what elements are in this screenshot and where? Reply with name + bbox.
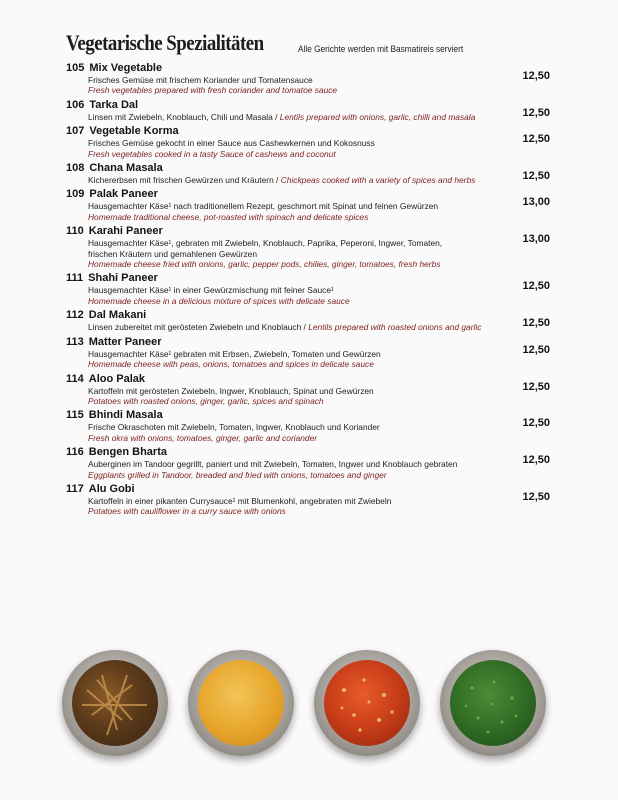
- item-description-de: Hausgemachter Käse¹ in einer Gewürzmischung mit feiner Sauce¹: [88, 285, 334, 296]
- item-title: [66, 272, 550, 285]
- item-title: [66, 62, 550, 75]
- menu-item: [66, 225, 550, 269]
- menu-item: [66, 483, 550, 517]
- item-title: [66, 99, 550, 112]
- item-name: Karahi Paneer: [88, 225, 163, 238]
- item-description-en: Fresh okra with onions, tomatoes, ginger, garlic and coriander: [88, 432, 318, 443]
- item-number: 114: [66, 372, 84, 385]
- item-price: 12,50: [522, 454, 550, 467]
- item-name: Mix Vegetable: [89, 62, 163, 74]
- item-title: [66, 483, 550, 496]
- menu-header: [66, 30, 586, 60]
- item-description-en: Chickpeas cooked with a variety of spices and herbs: [278, 175, 476, 186]
- spice-bowl-turmeric: [188, 650, 294, 756]
- item-number: 117: [66, 482, 84, 495]
- item-title: [66, 188, 550, 201]
- item-name: Matter Paneer: [88, 335, 162, 348]
- item-price: 12,50: [522, 317, 550, 330]
- item-price: 12,50: [522, 133, 550, 146]
- menu-item: [66, 309, 550, 332]
- item-number: 110: [66, 225, 84, 238]
- item-description-de: Hausgemachter Käse¹ nach traditionellem Rezept, geschmort mit Spinat und feinen Gewürzen: [88, 201, 439, 212]
- item-description-de: Linsen mit Zwiebeln, Knoblauch, Chili und Masala /: [88, 111, 278, 122]
- item-name: Alu Gobi: [88, 482, 135, 495]
- item-number: 115: [66, 409, 84, 422]
- item-description: [66, 322, 550, 332]
- item-description: [66, 112, 550, 122]
- spice-bowl-dried-parsley: [440, 650, 546, 756]
- item-title: [66, 373, 550, 386]
- item-name: Chana Masala: [89, 162, 163, 175]
- page-title: Vegetarische Spezialitäten: [66, 30, 264, 55]
- item-price: 13,00: [522, 196, 550, 209]
- item-name: Bhindi Masala: [88, 409, 163, 422]
- menu-item: [66, 99, 550, 122]
- item-description: [66, 175, 550, 185]
- item-number: 116: [66, 446, 84, 459]
- item-description-de: Frisches Gemüse gekocht in einer Sauce aus Cashewkernen und Kokosnuss: [88, 138, 375, 149]
- item-description-en: Potatoes with cauliflower in a curry sauce with onions: [88, 506, 286, 517]
- item-description-en: Lentils prepared with roasted onions and garlic: [305, 322, 482, 333]
- item-price: 12,50: [522, 490, 550, 503]
- item-name: Palak Paneer: [89, 188, 158, 201]
- item-number: 112: [66, 309, 84, 322]
- item-description-de: Kartoffeln mit gerösteten Zwiebeln, Ingwer, Knoblauch, Spinat und Gewürzen: [88, 385, 374, 396]
- item-name: Bengen Bharta: [88, 446, 167, 459]
- item-description-en: Potatoes with roasted onions, ginger, garlic, spices and spinach: [88, 395, 324, 406]
- item-description-en: Homemade cheese fried with onions, garlic, pepper pods, chilies, ginger, tomatoes, fresh herbs: [88, 259, 441, 270]
- item-price: 12,50: [522, 106, 550, 119]
- item-number: 113: [66, 335, 84, 348]
- item-price: 12,50: [522, 380, 550, 393]
- item-description-en: Eggplants grilled in Tandoor, breaded and fried with onions, tomatoes and ginger: [88, 469, 387, 480]
- item-description-de: Kichererbsen mit frischen Gewürzen und Kräutern /: [88, 175, 279, 186]
- menu-item: [66, 446, 550, 480]
- item-title: [66, 162, 550, 175]
- item-description-en: Homemade cheese in a delicious mixture of spices with delicate sauce: [88, 295, 350, 306]
- item-number: 109: [66, 188, 85, 201]
- menu-item: [66, 272, 550, 306]
- item-description-de: Kartoffeln in einer pikanten Currysauce¹ mit Blumenkohl, angebraten mit Zwiebeln: [88, 495, 392, 506]
- item-number: 106: [66, 98, 85, 111]
- item-description-de: Frische Okraschoten mit Zwiebeln, Tomaten, Ingwer, Knoblauch und Koriander: [88, 422, 380, 433]
- item-description-en: Fresh vegetables cooked in a tasty Sauce of cashews and coconut: [88, 148, 336, 159]
- menu-item: [66, 409, 550, 443]
- item-description-de: Linsen zubereitet mit gerösteten Zwiebeln und Knoblauch /: [88, 322, 306, 333]
- item-number: 108: [66, 162, 85, 175]
- item-description-en: Fresh vegetables prepared with fresh coriander and tomatoe sauce: [88, 85, 338, 96]
- item-name: Vegetable Korma: [89, 125, 179, 138]
- menu-item: [66, 373, 550, 407]
- item-description-en: Lentils prepared with onions, garlic, chilli and masala: [277, 111, 476, 122]
- item-description-de: Hausgemachter Käse¹, gebraten mit Zwiebeln, Knoblauch, Paprika, Peperoni, Ingwer, Tomaten,: [88, 238, 443, 249]
- item-description-en: Homemade traditional cheese, pot-roasted with spinach and delicate spices: [88, 211, 369, 222]
- menu-item: [66, 162, 550, 185]
- item-price: 12,50: [522, 417, 550, 430]
- item-description-de: Frisches Gemüse mit frischem Koriander und Tomatensauce: [88, 75, 313, 85]
- item-title: [66, 309, 550, 322]
- item-title: [66, 409, 550, 422]
- item-name: Dal Makani: [88, 309, 147, 322]
- item-name: Shahi Paneer: [88, 272, 158, 285]
- item-title: [66, 446, 550, 459]
- spice-bowl-chili-flakes: [314, 650, 420, 756]
- item-number: 111: [66, 272, 84, 285]
- item-name: Tarka Dal: [89, 98, 139, 111]
- item-number: 107: [66, 125, 85, 138]
- item-description-de: Auberginen im Tandoor gegrillt, paniert und mit Zwiebeln, Tomaten, Ingwer und Knoblauch gebraten: [88, 459, 458, 470]
- page-subtitle: Alle Gerichte werden mit Basmatireis serviert: [298, 44, 464, 54]
- item-title: [66, 225, 550, 238]
- item-description-de-cont: frischen Kräutern und gemahlenen Gewürzen: [88, 248, 257, 259]
- item-price: 12,50: [522, 70, 550, 82]
- item-price: 13,00: [522, 233, 550, 246]
- spice-bowl-dried-herbs: [62, 650, 168, 756]
- item-price: 12,50: [522, 343, 550, 356]
- item-description-en: Homemade cheese with peas, onions, tomatoes and spices in delicate sauce: [88, 359, 374, 370]
- menu-item: [66, 188, 550, 222]
- item-price: 12,50: [522, 170, 550, 183]
- item-number: 105: [66, 62, 85, 74]
- spice-bowls-photo: [62, 650, 552, 760]
- item-title: [66, 125, 550, 138]
- item-description-de: Hausgemachter Käse¹ gebraten mit Erbsen, Zwiebeln, Tomaten und Gewürzen: [88, 348, 381, 359]
- item-price: 12,50: [522, 280, 550, 293]
- menu-list: [66, 62, 550, 520]
- menu-item: [66, 62, 550, 96]
- menu-item: [66, 125, 550, 159]
- menu-item: [66, 336, 550, 370]
- item-title: [66, 336, 550, 349]
- item-name: Aloo Palak: [88, 372, 145, 385]
